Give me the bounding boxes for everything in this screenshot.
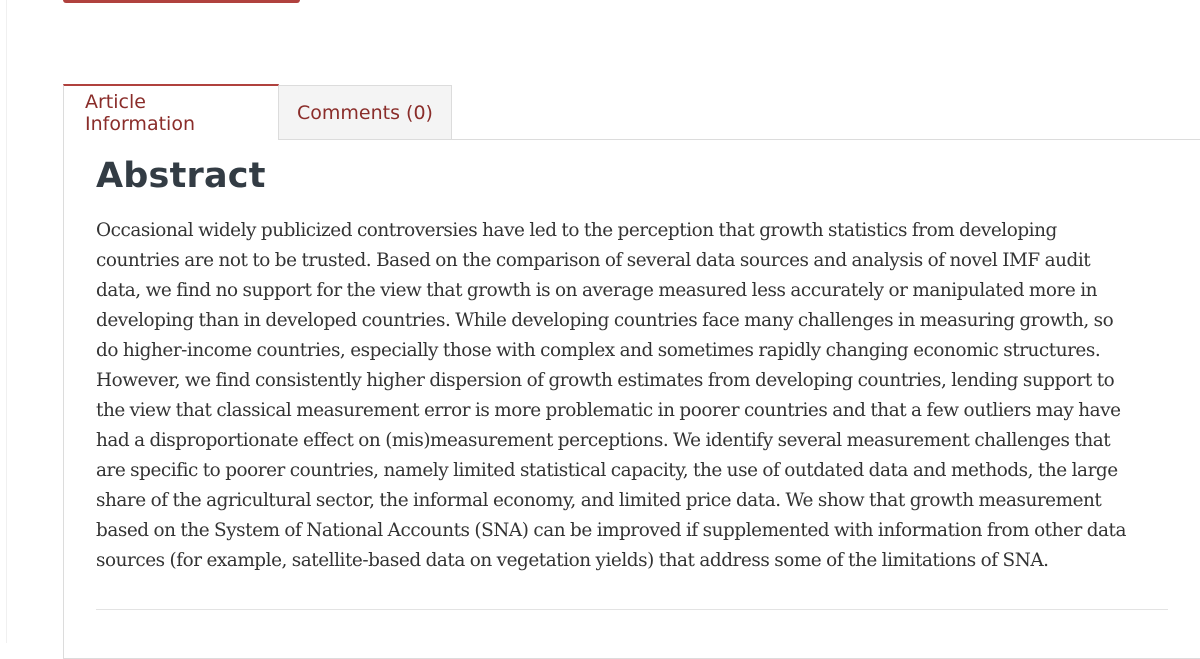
abstract-line: are specific to poorer countries, namely limited statistical capacity, the use of outdated data and methods, the large xyxy=(96,460,1118,481)
abstract-line: developing than in developed countries. While developing countries face many challenges in measuring growth, so xyxy=(96,310,1114,331)
abstract-line: data, we find no support for the view that growth is on average measured less accurately or manipulated more in xyxy=(96,280,1098,301)
abstract-line: However, we find consistently higher dispersion of growth estimates from developing countries, lending support to xyxy=(96,370,1115,391)
article-information-panel xyxy=(63,139,1200,659)
abstract-line: do higher-income countries, especially those with complex and sometimes rapidly changing economic structures. xyxy=(96,340,1101,361)
top-action-button[interactable] xyxy=(63,0,300,3)
tab-comments[interactable] xyxy=(279,85,452,140)
article-tabs xyxy=(63,84,452,140)
abstract-line: countries are not to be trusted. Based on the comparison of several data sources and analysis of novel IMF audit xyxy=(96,250,1091,271)
tab-comments-label: Comments (0) xyxy=(297,101,433,124)
tab-article-information[interactable] xyxy=(63,84,279,140)
abstract-heading: Abstract xyxy=(96,156,266,196)
abstract-line: had a disproportionate effect on (mis)measurement perceptions. We identify several measurement challenges that xyxy=(96,430,1111,451)
abstract-line: Occasional widely publicized controversies have led to the perception that growth statistics from developing xyxy=(96,220,1057,241)
abstract-line: the view that classical measurement error is more problematic in poorer countries and that a few outliers may have xyxy=(96,400,1121,421)
page-gutter-line xyxy=(6,0,7,643)
abstract-line: based on the System of National Accounts (SNA) can be improved if supplemented with information from other data xyxy=(96,520,1126,541)
abstract-line: share of the agricultural sector, the informal economy, and limited price data. We show that growth measurement xyxy=(96,490,1102,511)
abstract-line: sources (for example, satellite-based data on vegetation yields) that address some of the limitations of SNA. xyxy=(96,550,1049,571)
tab-article-information-label: Article Information xyxy=(85,91,195,135)
abstract-text xyxy=(96,216,1186,576)
section-divider xyxy=(96,609,1168,610)
